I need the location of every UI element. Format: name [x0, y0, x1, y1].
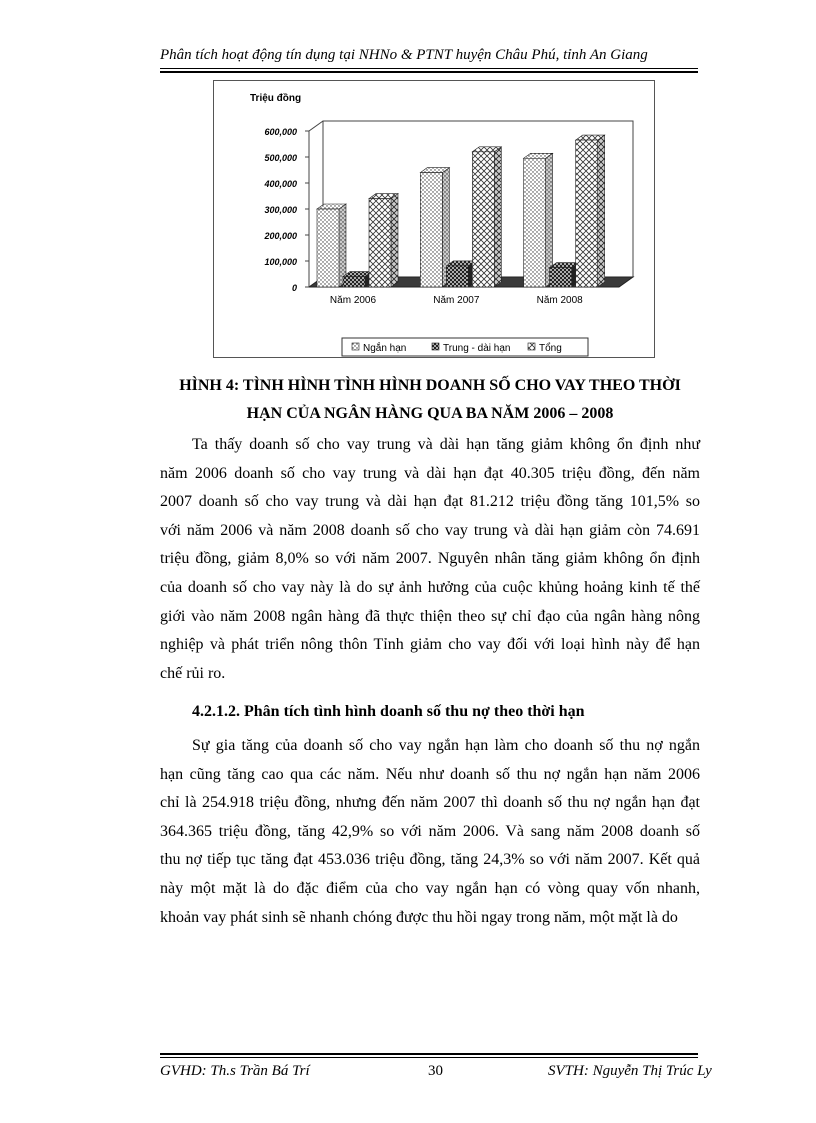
paragraph-line: với năm 2006 và năm 2008 doanh số cho vay trung và dài hạn giảm còn 74.691: [160, 521, 700, 539]
bar-side-1: [339, 204, 346, 287]
paragraph-line: 2007 doanh số cho vay trung và dài hạn đạt 81.212 triệu đồng tăng 101,5% so: [160, 493, 700, 511]
y-tick-label: 200,000: [264, 231, 297, 241]
bar-1-2: [420, 173, 442, 287]
section-heading: 4.2.1.2. Phân tích tình hình doanh số thu nợ theo thời hạn: [192, 703, 585, 720]
y-tick-label: 600,000: [264, 127, 297, 137]
bar-2-1: [343, 277, 365, 287]
bar-side-3: [598, 135, 605, 287]
legend-swatch-1: [352, 343, 359, 350]
bar-side-3: [391, 194, 398, 287]
bar-1-1: [317, 209, 339, 287]
paragraph-line: của doanh số cho vay này là do sự ảnh hưởng của cuộc khủng hoảng kinh tế thế: [160, 578, 700, 596]
legend-label-3: Tổng: [539, 343, 562, 354]
paragraph-1: [160, 431, 700, 688]
paragraph-line: Ta thấy doanh số cho vay trung và dài hạn tăng giảm không ổn định như: [192, 436, 700, 453]
x-tick-label: Năm 2008: [536, 295, 583, 306]
bar-side-3: [494, 147, 501, 287]
x-tick-label: Năm 2007: [433, 295, 480, 306]
y-tick-label: 100,000: [264, 257, 297, 267]
paragraph-line: thu nợ tiếp tục tăng đạt 453.036 triệu đồng, tăng 24,3% so với năm 2007. Kết quả: [160, 851, 700, 869]
paragraph-line: nghiệp và phát triển nông thôn Tỉnh giảm cho vay đối với loại hình này để hạn: [160, 636, 700, 654]
y-axis-label: Triệu đồng: [250, 93, 302, 104]
bar-2-3: [550, 268, 572, 287]
figure-caption-line-2: HẠN CỦA NGÂN HÀNG QUA BA NĂM 2006 – 2008: [246, 405, 614, 422]
y-tick-label: 0: [291, 283, 297, 293]
y-tick-label: 500,000: [264, 153, 297, 163]
paragraph-line: chế rủi ro.: [160, 664, 226, 682]
bar-3-3: [576, 140, 598, 287]
bar-3-1: [369, 199, 391, 287]
paragraph-line: năm 2006 doanh số cho vay trung và dài hạn đạt 40.305 triệu đồng, đến năm: [160, 464, 700, 482]
paragraph-line: Sự gia tăng của doanh số cho vay ngắn hạn làm cho doanh số thu nợ ngắn: [192, 737, 700, 754]
page-number: 30: [428, 1063, 443, 1079]
chart-axis-edge: [309, 121, 323, 131]
y-tick-label: 300,000: [264, 205, 297, 215]
footer-student: SVTH: Nguyễn Thị Trúc Ly: [548, 1063, 712, 1079]
bar-chart: [213, 80, 655, 358]
header-rule: [160, 68, 698, 73]
x-tick-label: Năm 2006: [329, 295, 377, 306]
paragraph-line: triệu đồng, giảm 8,0% so với năm 2007. Nguyên nhân tăng giảm không ổn định: [160, 550, 700, 568]
figure-caption-line-1: HÌNH 4: TÌNH HÌNH TÌNH HÌNH DOANH SỐ CHO VAY THEO THỜI: [179, 377, 681, 394]
bar-1-3: [524, 158, 546, 287]
footer-rule: [160, 1053, 698, 1058]
paragraph-line: 364.365 triệu đồng, tăng 42,9% so với năm 2006. Và sang năm 2008 doanh số: [160, 822, 700, 840]
legend-swatch-2: [432, 343, 439, 350]
y-tick-label: 400,000: [264, 179, 297, 189]
running-header: Phân tích hoạt động tín dụng tại NHNo & PTNT huyện Châu Phú, tỉnh An Giang: [160, 47, 648, 63]
legend-swatch-3: [528, 343, 535, 350]
paragraph-line: khoản vay phát sinh sẽ nhanh chóng được thu hồi ngay trong năm, một mặt là do: [160, 908, 678, 926]
legend-label-2: Trung - dài hạn: [443, 343, 511, 354]
paragraph-2: [160, 732, 700, 932]
bar-3-2: [472, 152, 494, 287]
legend-label-1: Ngắn hạn: [363, 343, 407, 354]
paragraph-line: hạn cũng tăng cao qua các năm. Nếu như doanh số thu nợ ngắn hạn năm 2006: [160, 765, 700, 783]
bar-2-2: [446, 266, 468, 287]
footer-supervisor: GVHD: Th.s Trần Bá Trí: [160, 1063, 310, 1079]
chart-svg: [214, 81, 654, 357]
paragraph-line: chỉ là 254.918 triệu đồng, nhưng đến năm 2007 thì doanh số thu nợ ngắn hạn đạt: [160, 794, 700, 812]
paragraph-line: này một mặt là do đặc điểm của cho vay ngắn hạn có vòng quay vốn nhanh,: [160, 879, 700, 897]
paragraph-line: giới vào năm 2008 ngân hàng đã thực thiện theo sự chỉ đạo của ngân hàng nông: [160, 607, 700, 625]
